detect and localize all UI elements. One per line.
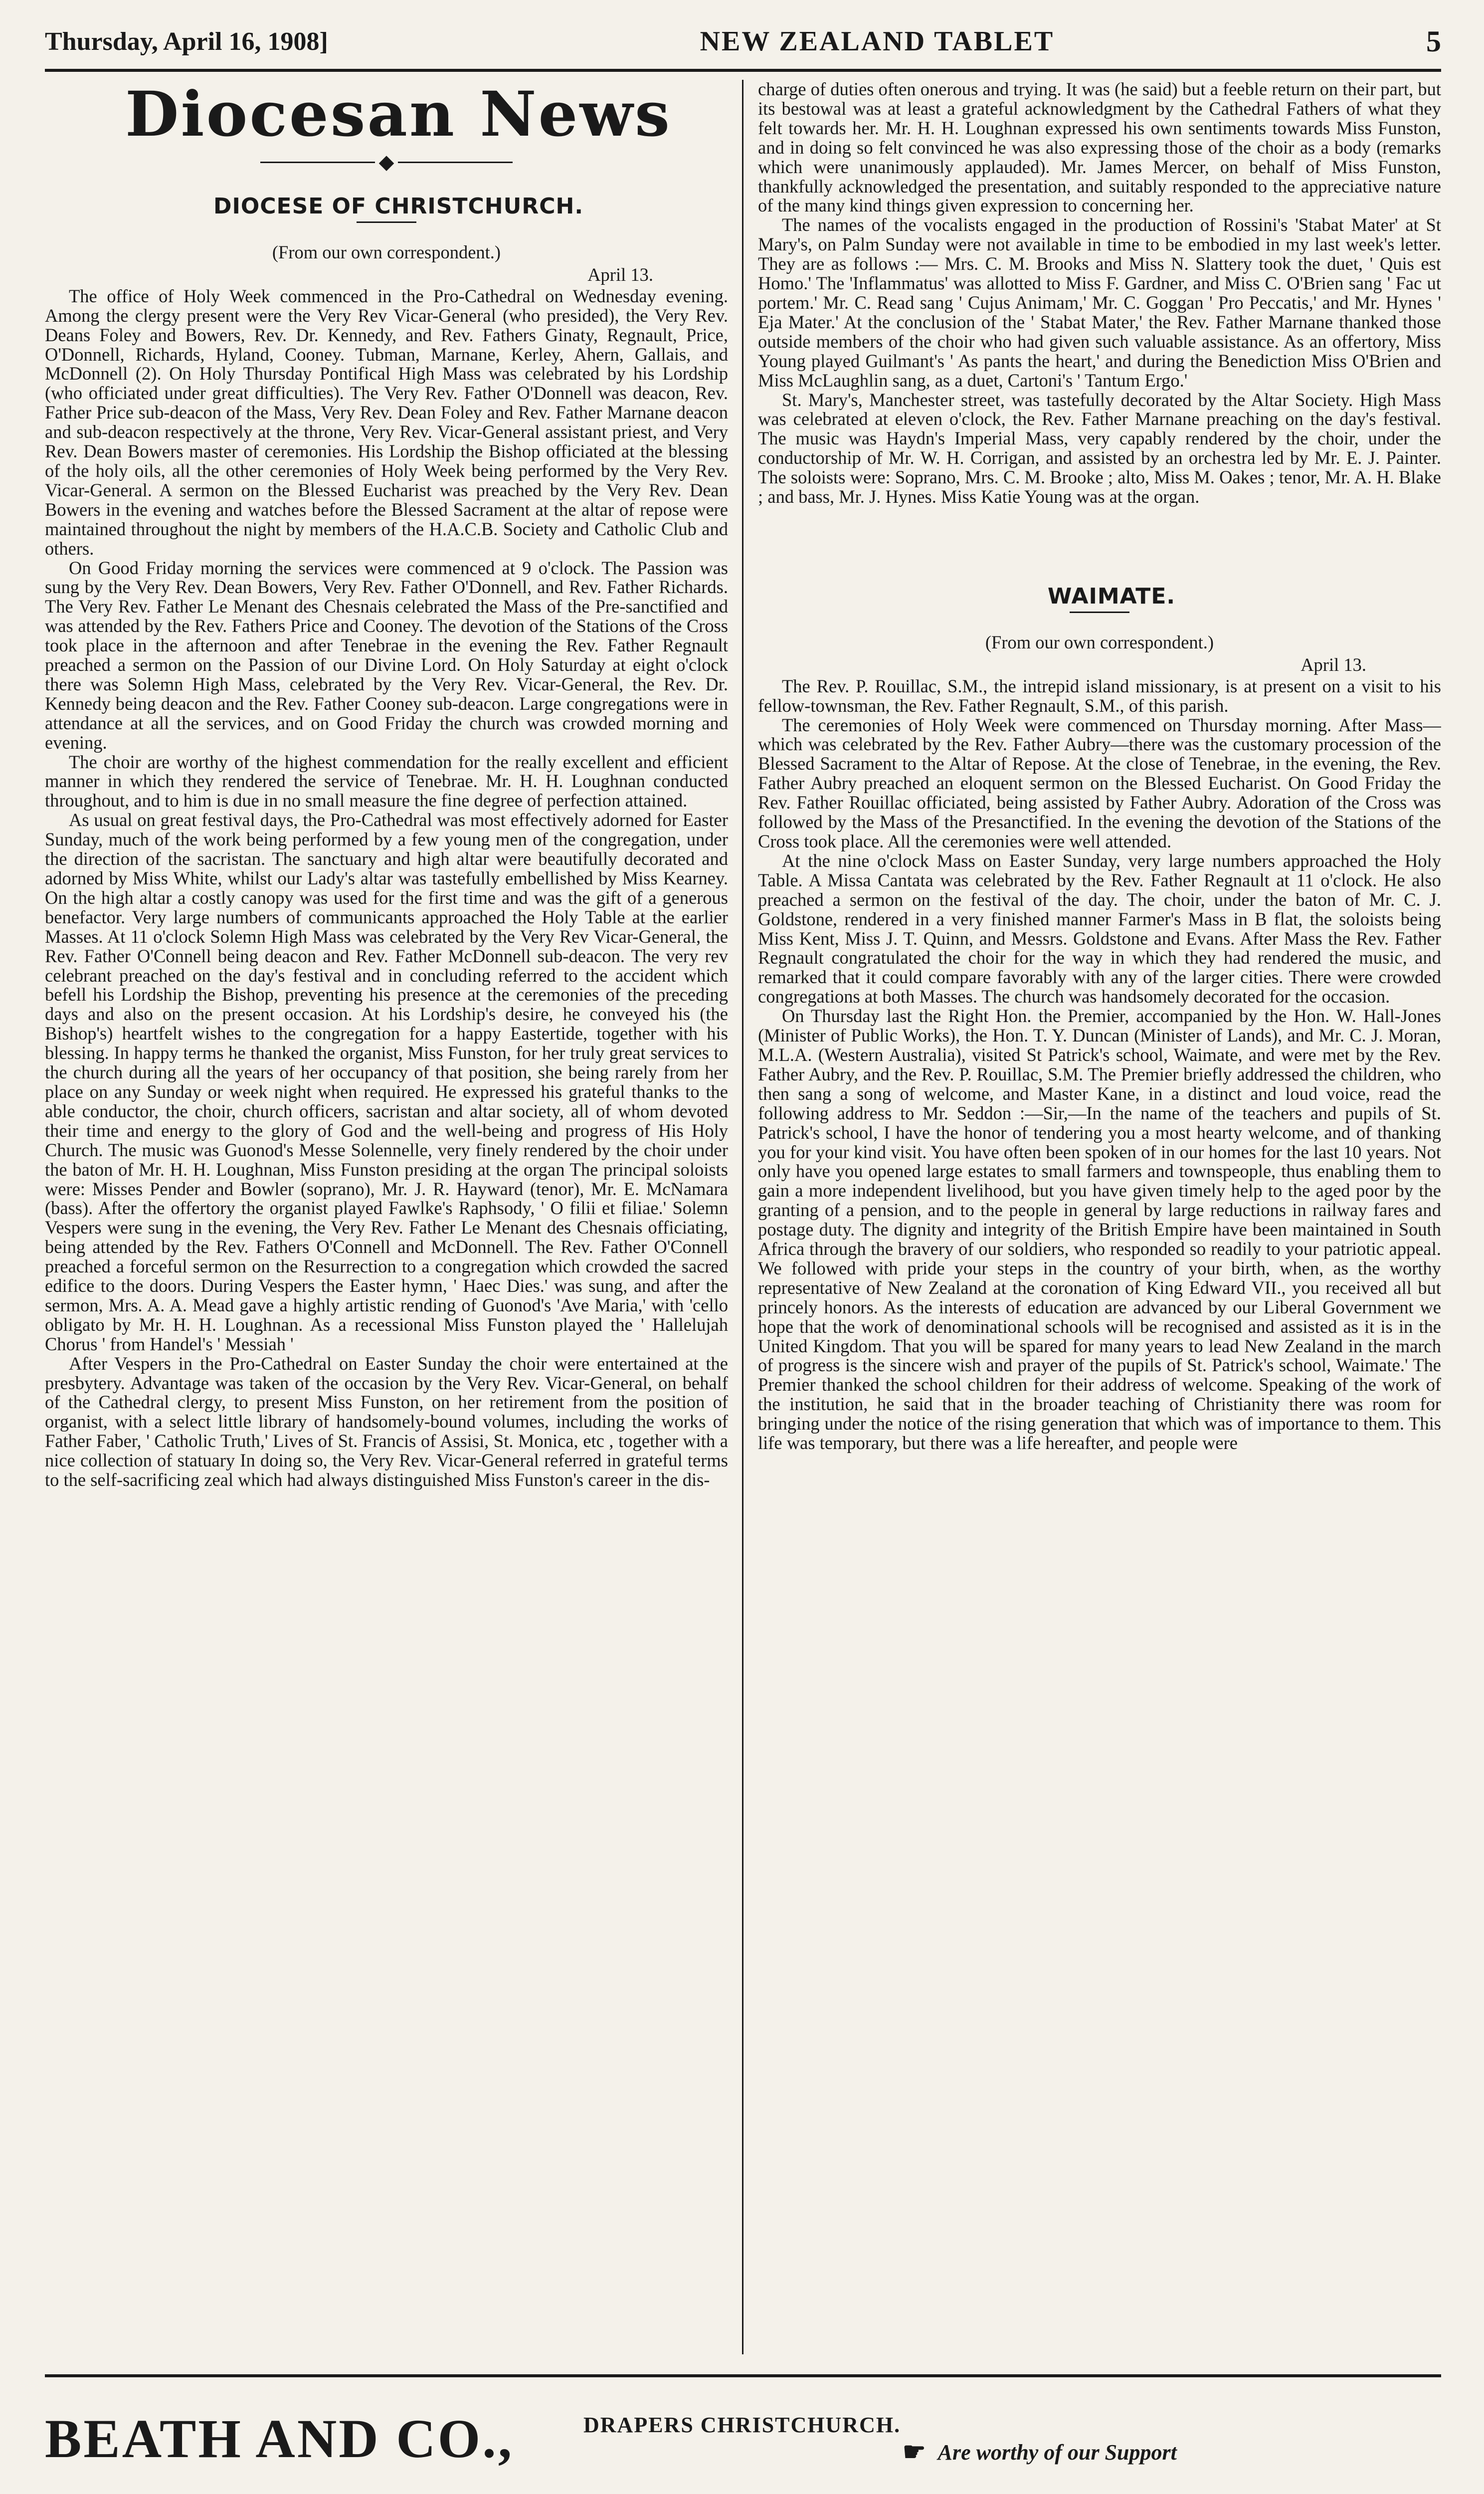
page-header — [45, 14, 1441, 72]
advertiser-brand: BEATH AND CO., — [45, 2408, 514, 2469]
page-number: 5 — [1426, 24, 1441, 58]
advertiser-tagline-group — [903, 2437, 1177, 2467]
diamond-icon: ◆ — [378, 151, 394, 173]
waimate-heading: WAIMATE. — [1047, 583, 1176, 609]
heading-rule — [1070, 612, 1129, 613]
article-paragraph: The choir are worthy of the highest commendation for the really excellent and efficient manner in which they rendered the service of Tenebrae. Mr. H. H. Loughnan conducted throughout, and to him is due in no small measure the fine degree of perfection attained. — [45, 751, 728, 811]
dateline: April 13. — [587, 264, 653, 285]
article-paragraph: The ceremonies of Holy Week were commenced on Thursday morning. After Mass—which was celebrated by the Rev. Father Aubry—there was the customary procession of the Blessed Sacrament to the Altar of Repose. At the close of Tenebrae, in the evening, the Rev. Father Aubry preached an eloquent sermon on the Blessed Eucharist. On Good Friday the Rev. Father Rouillac officiated, being assisted by Father Aubry. Adoration of the Cross was followed by the Mass of the Presanctified. In the evening the devotion of the Stations of the Cross took place. All the ceremonies were well attended. — [758, 714, 1441, 851]
heading-rule — [357, 221, 416, 223]
article-paragraph: The office of Holy Week commenced in the Pro-Cathedral on Wednesday evening. Among the clergy present were the Very Rev Vicar-General (who presided), the Very Rev. Deans Foley and Bowers, Rev. Dr. Kennedy, and Rev. Fathers Ginaty, Regnault, Price, O'Donnell, Richards, Hyland, Cooney. Tubman, Marnane, Kerley, Ahern, Gallais, and McDonnell (2). On Holy Thursday Pontifical High Mass was celebrated by his Lordship (who officiated under great difficulties). The Very Rev. Father O'Donnell was deacon, Rev. Father Price sub-deacon of the Mass, Very Rev. Dean Foley and Rev. Father Marnane deacon and sub-deacon respectively at the throne, Very Rev. Vicar-General assistant priest, and Very Rev. Dean Bowers master of ceremonies. His Lordship the Bishop officiated at the blessing of the holy oils, all the other ceremonies of Holy Week being performed by the Very Rev. Vicar-General. A sermon on the Blessed Eucharist was preached by the Very Rev. Dean Bowers in the evening and watches before the Blessed Sacrament at the altar of repose were maintained throughout the night by members of the H.A.C.B. Society and Catholic Club and others. — [45, 285, 728, 559]
dateline: April 13. — [1300, 654, 1366, 675]
article-paragraph: At the nine o'clock Mass on Easter Sunday, very large numbers approached the Holy Table. A Missa Cantata was celebrated by the Rev. Father Regnault at 11 o'clock. He also preached a sermon on the festival of the day. The choir, under the baton of Mr. C. J. Goldstone, rendered in a very finished manner Farmer's Mass in B flat, the soloists being Miss Kent, Miss J. T. Quinn, and Messrs. Goldstone and Evans. After Mass the Rev. Father Regnault congratulated the choir for the way in which they had rendered the music, and remarked that it could compare favorably with any of the larger cities. There were crowded congregations at both Masses. The church was handsomely decorated for the occasion. — [758, 850, 1441, 1007]
diocese-heading: DIOCESE OF CHRISTCHURCH. — [213, 194, 584, 219]
section-gap — [758, 507, 1441, 582]
correspondent-byline: (From our own correspondent.) — [272, 242, 501, 262]
article-paragraph: The names of the vocalists engaged in the production of Rossini's 'Stabat Mater' at St Mary's, on Palm Sunday were not available in time to be embodied in my last week's letter. They are as follows :— Mrs. C. M. Brooks and Miss N. Slattery took the duet, ' Quis est Homo.' The 'Inflammatus' was allotted to Miss F. Gardner, and Miss C. O'Brien sang ' Fac ut portem.' Mr. C. Read sang ' Cujus Animam,' Mr. C. Goggan ' Pro Peccatis,' and Mr. Hynes ' Eja Mater.' At the conclusion of the ' Stabat Mater,' the Rev. Father Marnane thanked those outside members of the choir who had given such valuable assistance. As an offertory, Miss Young played Guilmant's ' As pants the heart,' and during the Benediction Miss O'Brien and Miss McLaughlin sang, as a duet, Cartoni's ' Tantum Ergo.' — [758, 214, 1441, 391]
publication-title: NEW ZEALAND TABLET — [700, 26, 1055, 57]
article-paragraph: charge of duties often onerous and trying. It was (he said) but a feeble return on their part, but its bestowal was at least a grateful acknowledgment by the Cathedral Fathers of what they felt towards her. Mr. H. H. Loughnan expressed his own sentiments towards Miss Funston, and in doing so felt convinced he was also expressing those of the choir as a body (remarks which were unanimously applauded). Mr. James Mercer, on behalf of Miss Funston, thankfully acknowledged the presentation, and suitably responded to the appreciative nature of the many kind things given expression to concerning her. — [758, 80, 1441, 216]
article-paragraph: The Rev. P. Rouillac, S.M., the intrepid island missionary, is at present on a visit to his fellow-townsman, the Rev. Father Regnault, S.M., of this parish. — [758, 675, 1441, 716]
column-divider — [742, 80, 743, 2354]
advertisement-footer — [45, 2374, 1441, 2494]
section-title: Diocesan News — [125, 80, 672, 151]
header-date: Thursday, April 16, 1908] — [45, 27, 328, 56]
article-paragraph: On Thursday last the Right Hon. the Premier, accompanied by the Hon. W. Hall-Jones (Minister of Public Works), the Hon. T. Y. Duncan (Minister of Lands), and Mr. C. J. Moran, M.L.A. (Western Australia), visited St Patrick's school, Waimate, and were met by the Rev. Father Aubry, and the Rev. P. Rouillac, S.M. The Premier briefly addressed the children, who then sang a song of welcome, and Master Kane, in a distinct and loud voice, read the following address to Mr. Seddon :—Sir,—In the name of the teachers and pupils of St. Patrick's school, I have the honor of tendering you a most hearty welcome, and of thanking you for your kind visit. You have often been spoken of in our homes for the last 10 years. Not only have you opened large estates to small farmers and townspeople, thus enabling them to gain a more independent livelihood, but you have given timely help to the aged poor by the granting of a pension, and to the people in general by large reductions in railway fares and postage duty. The dignity and integrity of the British Empire have been maintained in South Africa through the bravery of our soldiers, who responded so readily to your patriotic appeal. We followed with pride your steps in the country of your birth, when, as the worthy representative of New Zealand at the coronation of King Edward VII., you received all but princely honors. As the interests of education are advanced by our Liberal Government we hope that the work of denominational schools will be recognised and assisted as it is in the United Kingdom. That you will be spared for many years to lead New Zealand in the march of progress is the sincere wish and prayer of the pupils of St. Patrick's school, Waimate.' The Premier thanked the school children for their address of welcome. Speaking of the work of the institution, he said that in the broader teaching of Christianity there was room for bringing under the notice of the rising generation that which was of importance to them. This life was temporary, but there was a life hereafter, and people were — [758, 1006, 1441, 1454]
advertiser-location: DRAPERS CHRISTCHURCH. — [583, 2413, 901, 2437]
article-paragraph: As usual on great festival days, the Pro-Cathedral was most effectively adorned for Easter Sunday, much of the work being performed by a few young men of the congregation, under the direction of the sacristan. The sanctuary and high altar were beautifully decorated and adorned by Miss White, whilst our Lady's altar was tastefully embellished by Miss Kearney. On the high altar a costly canopy was used for the first time and was the gift of a generous benefactor. Very large numbers of communicants approached the Holy Table at the earlier Masses. At 11 o'clock Solemn High Mass was celebrated by the Very Rev Vicar-General, the Rev. Father O'Connell being deacon and Rev. Father McDonnell sub-deacon. The very rev celebrant preached on the day's festival and in concluding referred to the accident which befell his Lordship the Bishop, preventing his presence at the ceremonies of the preceding days and also on the present occasion. At his Lordship's desire, he conveyed his (the Bishop's) heartfelt wishes to the congregation for a happy Eastertide, together with his blessing. In happy terms he thanked the organist, Miss Funston, for her truly great services to the church during all the years of her occupancy of that position, she being rarely from her place on any Sunday or week night when required. He expressed his grateful thanks to the able conductor, the choir, church officers, sacristan and altar society, all of whom devoted their time and energy to the glory of God and the well-being and progress of His Holy Church. The music was Guonod's Messe Solennelle, very finely rendered by the choir under the baton of Mr. H. H. Loughnan, Miss Funston presiding at the organ The principal soloists were: Misses Pender and Bowler (soprano), Mr. J. R. Hayward (tenor), Mr. E. McNamara (bass). After the offertory the organist played Fawlke's Raphsody, ' O filii et filiae.' Solemn Vespers were sung in the evening, the Very Rev. Father Le Menant des Chesnais officiating, being attended by the Rev. Fathers O'Connell and McDonnell. The Rev. Father O'Connell preached a forceful sermon on the Resurrection to a congregation which crowded the sacred edifice to the doors. During Vespers the Easter hymn, ' Haec Dies.' was sung, and after the sermon, Mrs. A. A. Mead gave a highly artistic rending of Guonod's 'Ave Maria,' with 'cello obligato by Mr. H. H. Loughnan. As a recessional Miss Funston played the ' Hallelujah Chorus ' from Handel's ' Messiah ' — [45, 810, 728, 1354]
right-column — [758, 80, 1441, 2354]
correspondent-byline: (From our own correspondent.) — [985, 631, 1214, 652]
article-paragraph: After Vespers in the Pro-Cathedral on Easter Sunday the choir were entertained at the presbytery. Advantage was taken of the occasion by the Very Rev. Vicar-General, on behalf of the Cathedral clergy, to present Miss Funston, on her retirement from the position of organist, with a select little library of handsomely-bound volumes, including the works of Father Faber, ' Catholic Truth,' Lives of St. Francis of Assisi, St. Monica, etc , together with a nice collection of statuary In doing so, the Very Rev. Vicar-General referred in grateful terms to the self-sacrificing zeal which had always distinguished Miss Funston's career in the dis- — [45, 1353, 728, 1490]
article-paragraph: St. Mary's, Manchester street, was tastefully decorated by the Altar Society. High Mass was celebrated at eleven o'clock, the Rev. Father Marnane preaching on the day's festival. The music was Haydn's Imperial Mass, very capably rendered by the choir, under the conductorship of Mr. W. H. Corrigan, and assisted by an orchestra led by Mr. E. J. Painter. The soloists were: Soprano, Mrs. C. M. Brooke ; alto, Miss M. Oakes ; tenor, Mr. A. H. Blake ; and bass, Mr. J. Hynes. Miss Katie Young was at the organ. — [758, 389, 1441, 507]
article-paragraph: On Good Friday morning the services were commenced at 9 o'clock. The Passion was sung by the Very Rev. Dean Bowers, Very Rev. Father O'Donnell, and Rev. Father Richards. The Very Rev. Father Le Menant des Chesnais celebrated the Mass of the Pre-sanctified and was attended by the Rev. Fathers Price and Cooney. The devotion of the Stations of the Cross took place in the afternoon and after Tenebrae in the evening the Rev. Father Regnault preached a sermon on the Passion of our Divine Lord. On Holy Saturday at eight o'clock there was Solemn High Mass, celebrated by the Very Rev. Vicar-General, the Rev. Dr. Kennedy being deacon and the Rev. Father Cooney sub-deacon. Large congregations were in attendance at all the services, and on Good Friday the church was crowded morning and evening. — [45, 557, 728, 753]
title-ornament — [45, 150, 728, 175]
pointing-hand-icon: ☛ — [903, 2438, 926, 2467]
article-columns — [45, 80, 1441, 2354]
advertiser-tagline: Are worthy of our Support — [937, 2440, 1177, 2465]
left-column — [45, 80, 728, 2354]
